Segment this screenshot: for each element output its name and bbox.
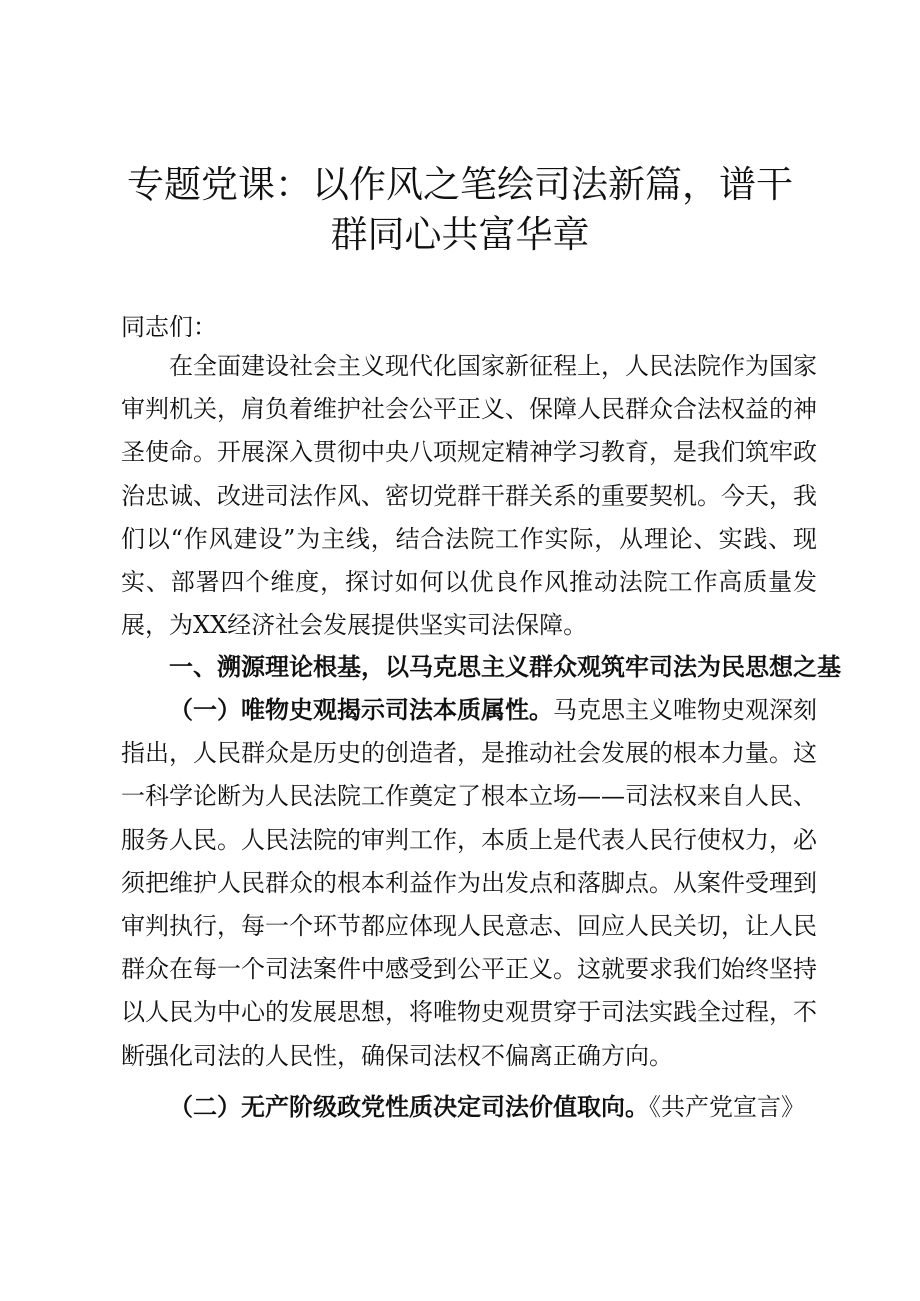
- subsection-body-2: 《共产党宣言》: [649, 1093, 805, 1121]
- subsection-body-1: 马克思主义唯物史观深刻指出，人民群众是历史的创造者，是推动社会发展的根本力量。这一科学论断为人民法院工作奠定了根本立场——司法权来自人民、服务人民。人民法院的审判工作，本质上是代表人民行使权力，必须把维护人民群众的根本利益作为出发点和落脚点。从案件受理到审判执行，每一个环节都应体现人民意志、回应人民关切，让人民群众在每一个司法案件中感受到公平正义。这就要求我们始终坚持以人民为中心的发展思想，将唯物史观贯穿于司法实践全过程，不断强化司法的人民性，确保司法权不偏离正确方向。: [121, 696, 817, 1070]
- salutation: 同志们：: [121, 313, 217, 341]
- subsection-paragraph-2: [121, 1085, 817, 1129]
- subsection-heading-2: （二）无产阶级政党性质决定司法价值取向。: [169, 1092, 649, 1121]
- document-title: 专题党课：以作风之笔绘司法新篇，谱干群同心共富华章: [127, 163, 793, 256]
- subsection-heading-1: （一）唯物史观揭示司法本质属性。: [169, 695, 553, 724]
- intro-paragraph: 在全面建设社会主义现代化国家新征程上，人民法院作为国家审判机关，肩负着维护社会公平正义、保障人民群众合法权益的神圣使命。开展深入贯彻中央八项规定精神学习教育，是我们筑牢政治忠诚、改进司法作风、密切党群干群关系的重要契机。今天，我们以“作风建设”为主线，结合法院工作实际，从理论、实践、现实、部署四个维度，探讨如何以优良作风推动法院工作高质量发展，为XX经济社会发展提供坚实司法保障。: [121, 352, 817, 640]
- subsection-paragraph-1: [121, 688, 817, 1078]
- section-heading-1: 一、溯源理论根基，以马克思主义群众观筑牢司法为民思想之基: [169, 652, 841, 681]
